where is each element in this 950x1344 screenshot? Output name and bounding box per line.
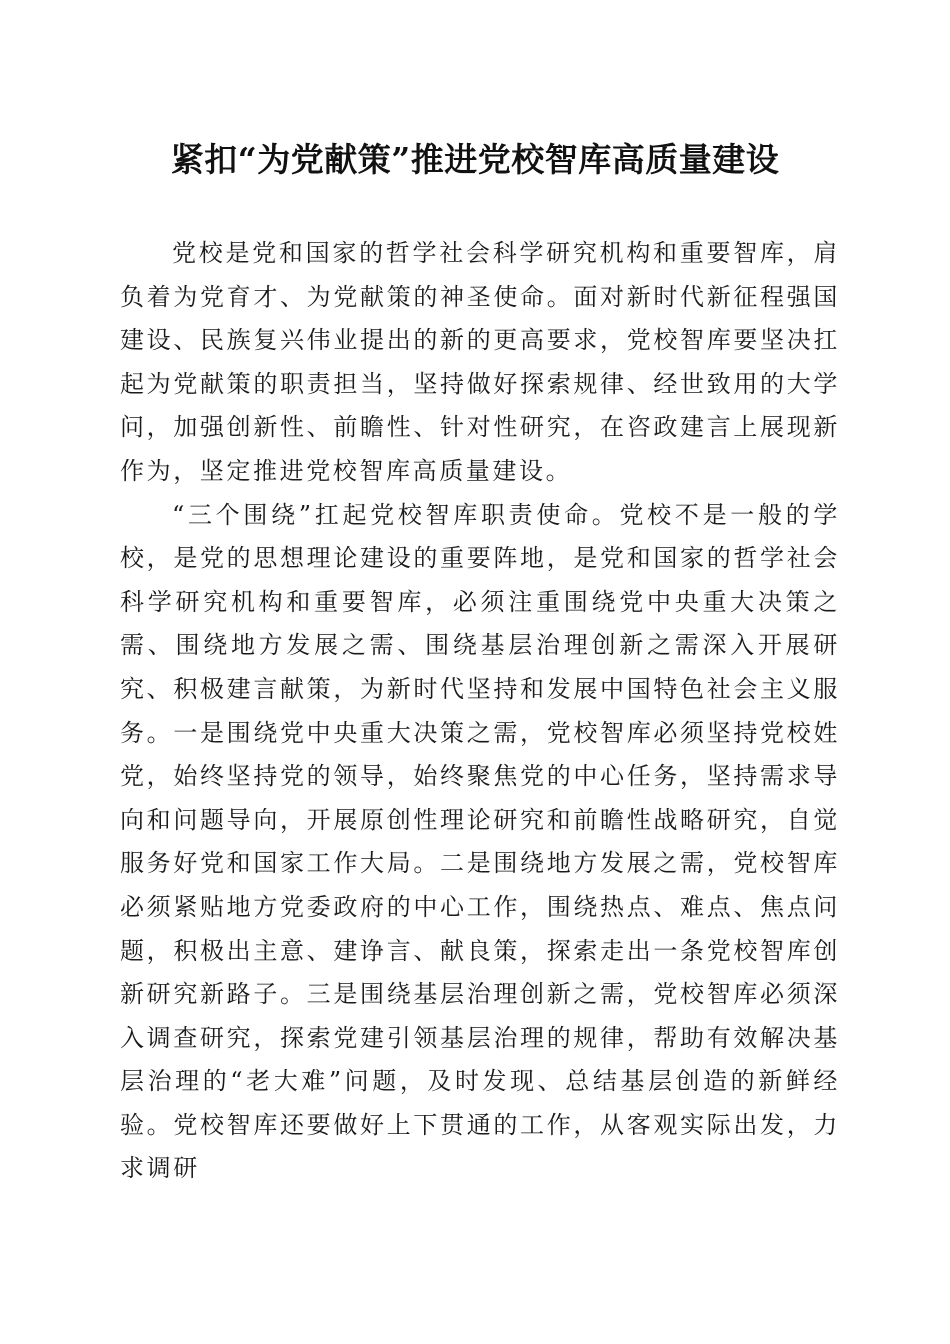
- document-body: [120, 232, 840, 1191]
- paragraph-intro: 党校是党和国家的哲学社会科学研究机构和重要智库，肩负着为党育才、为党献策的神圣使命。面对新时代新征程强国建设、民族复兴伟业提出的新的更高要求，党校智库要坚决扛起为党献策的职责担当，坚持做好探索规律、经世致用的大学问，加强创新性、前瞻性、针对性研究，在咨政建言上展现新作为，坚定推进党校智库高质量建设。: [120, 239, 840, 485]
- paragraph-three-focuses: “三个围绕”扛起党校智库职责使命。党校不是一般的学校，是党的思想理论建设的重要阵地，是党和国家的哲学社会科学研究机构和重要智库，必须注重围绕党中央重大决策之需、围绕地方发展之需、围绕基层治理创新之需深入开展研究、积极建言献策，为新时代坚持和发展中国特色社会主义服务。一是围绕党中央重大决策之需，党校智库必须坚持党校姓党，始终坚持党的领导，始终聚焦党的中心任务，坚持需求导向和问题导向，开展原创性理论研究和前瞻性战略研究，自觉服务好党和国家工作大局。二是围绕地方发展之需，党校智库必须紧贴地方党委政府的中心工作，围绕热点、难点、焦点问题，积极出主意、建诤言、献良策，探索走出一条党校智库创新研究新路子。三是围绕基层治理创新之需，党校智库必须深入调查研究，探索党建引领基层治理的规律，帮助有效解决基层治理的“老大难”问题，及时发现、总结基层创造的新鲜经验。党校智库还要做好上下贯通的工作，从客观实际出发，力求调研: [120, 500, 840, 1183]
- document-title: 紧扣“为党献策”推进党校智库高质量建设: [170, 140, 780, 179]
